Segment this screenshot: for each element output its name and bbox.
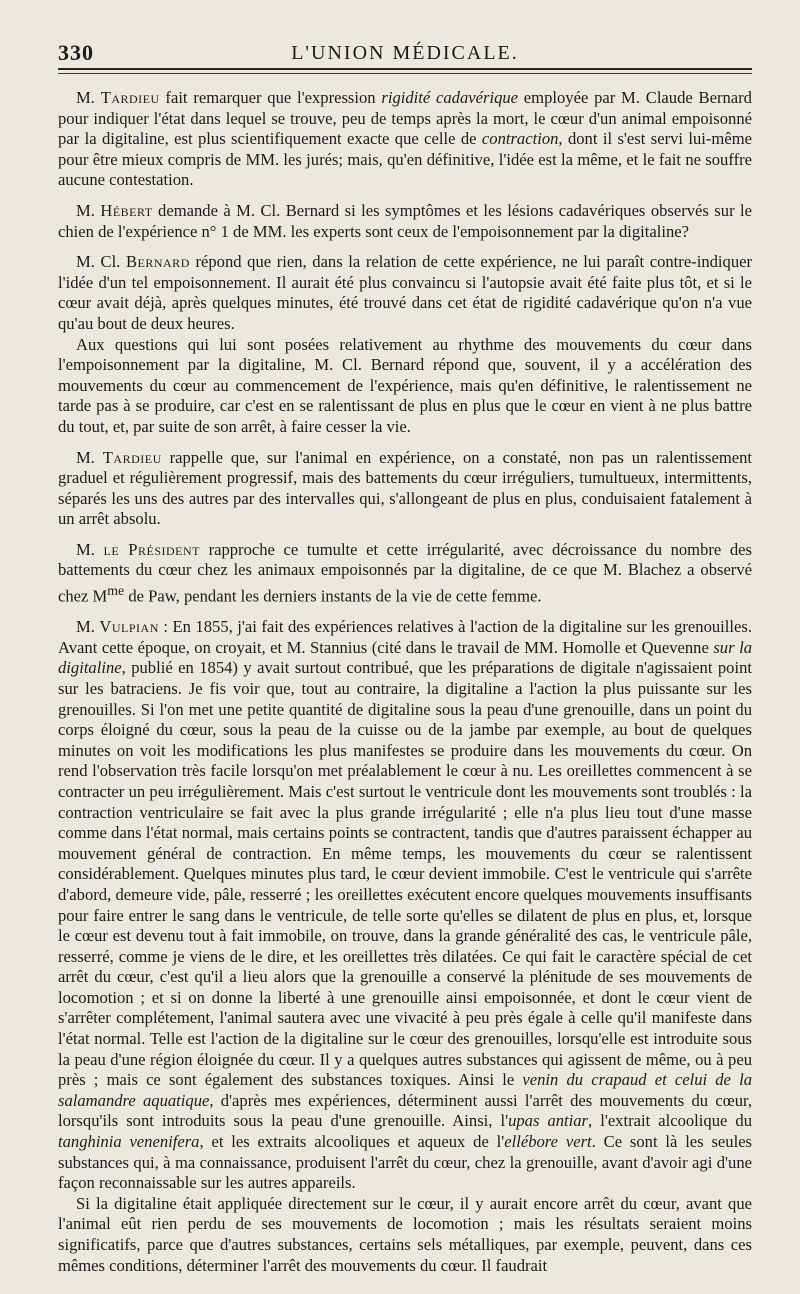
speaker-name: Hébert	[100, 200, 153, 220]
speaker-name: Tardieu	[102, 447, 162, 467]
text-run: Si la digitaline était appliquée directement sur le cœur, il y aurait encore arrêt du cœur, avant que l'animal eût rien perdu de ses mouvements de locomotion ; mais les résultats seraient moins significatifs, parce que d'autres substances, certains sels métalliques, par exemple, peuvent, dans ces mêmes conditions, déterminer l'arrêt des mouvements du cœur. Il faudrait	[58, 1193, 752, 1275]
paragraph-p4	[58, 335, 752, 438]
text-run: M.	[76, 447, 103, 467]
paragraph-p8	[58, 1194, 752, 1276]
superscript-text: me	[107, 583, 125, 599]
text-run: , et les extraits alcooliques et aqueux de l'	[199, 1132, 505, 1152]
speaker-name: Tardieu	[100, 88, 160, 107]
text-run: M.	[76, 539, 104, 559]
italic-text: upas antiar	[508, 1111, 589, 1131]
speaker-name: le Président	[103, 539, 200, 559]
paragraph-p7	[58, 617, 752, 1194]
italic-text: tanghinia venenifera	[58, 1132, 200, 1152]
speaker-name: Vulpian	[99, 617, 159, 637]
text-run: M.	[76, 200, 101, 220]
italic-text: sur la digitaline	[58, 637, 752, 678]
text-run: fait remarquer que l'expression	[159, 88, 382, 107]
text-run: employée par M. Claude Bernard pour indiquer l'état dans lequel se trouve, peu de temps après la mort, le cœur d'un animal empoisonné par la digitaline, est plus scientifiquement exacte que celle de	[58, 88, 752, 149]
text-run: demande à M. Cl. Bernard si les symptômes et les lésions cadavériques observés sur le chien de l'expérience n° 1 de MM. les experts sont ceux de l'empoisonnement par la digitaline?	[58, 200, 752, 241]
header-rule	[58, 73, 752, 74]
speaker-name: Bernard	[125, 252, 190, 272]
journal-title: L'UNION MÉDICALE.	[291, 42, 519, 64]
text-run: de Paw, pendant les derniers instants de la vie de cette femme.	[124, 586, 542, 606]
text-run: , l'extrait alcoolique du	[588, 1111, 752, 1131]
text-run: : En 1855, j'ai fait des expériences relatives à l'action de la digitaline sur les grenouilles. Avant cette époque, on croyait, et M. Stannius (cité dans le travail de MM. Homolle et Quevenne	[58, 617, 752, 657]
page-number: 330	[58, 40, 94, 65]
text-run: M.	[76, 617, 100, 637]
text-run: Aux questions qui lui sont posées relativement au rhythme des mouvements du cœur dans l'empoisonnement par la digitaline, M. Cl. Bernard répond que, souvent, il y a accélération des mouvements du cœur au commencement de l'expérience, mais qu'en définitive, le ralentissement ne tarde pas à se produire, car c'est en se ralentissant de plus en plus que le cœur en vient à ne plus battre du tout, et, par suite de son arrêt, à faire cesser la vie.	[58, 334, 752, 436]
italic-text: rigidité cadavérique	[381, 88, 519, 107]
text-run: M.	[76, 88, 101, 107]
paragraph-p6	[58, 540, 752, 607]
text-run: répond que rien, dans la relation de cette expérience, ne lui paraît contre-indiquer l'idée d'un tel empoisonnement. Il aurait été plus convaincu si l'autopsie avait été faite plus tôt, et si le cœur avait déjà, après quelques minutes, été trouvé dans cet état de rigidité cadavérique qu'on n'a vue qu'au bout de deux heures.	[58, 252, 753, 333]
italic-text: ellébore vert	[504, 1132, 592, 1152]
italic-text: venin du crapaud et celui de la salamandre aquatique	[58, 1070, 752, 1110]
text-run: . Ce sont là les seules substances qui, à ma connaissance, produisent l'arrêt du cœur, chez la grenouille, avant d'avoir agi d'une façon reconnaissable sur les autres appareils.	[58, 1132, 753, 1193]
text-run: , d'après mes expériences, déterminent aussi l'arrêt des mouvements du cœur, lorsqu'ils sont introduits sous la peau d'une grenouille. Ainsi, l'	[58, 1090, 752, 1131]
body-text	[58, 88, 752, 1276]
text-run: rappelle que, sur l'animal en expérience, on a constaté, non pas un ralentissement graduel et régulièrement progressif, mais des battements du cœur irréguliers, tumultueux, intermittents, séparés les uns des autres par des intervalles qui, s'allongeant de plus en plus, conduisaient fatalement à un arrêt absolu.	[58, 447, 752, 529]
paragraph-p2	[58, 201, 752, 242]
paragraph-p3	[58, 252, 752, 334]
text-run: , publié en 1854) y avait surtout contribué, que les préparations de digitale n'agissaient point sur les batraciens. Je fis voir que, tout au contraire, la digitaline a l'action la plus puissante sur les grenouilles. Si l'on met une petite quantité de digitaline sous la peau d'une grenouille, dans un point du corps éloigné du cœur, sous la peau de la cuisse ou de la jambe par exemple, au bout de quelques minutes on voit les modifications les plus manifestes se produire dans les mouvements du cœur. On rend l'observation très facile lorsqu'on met préalablement le cœur à nu. Les oreillettes commencent à se contracter un peu irrégulièrement. Mais c'est surtout le ventricule dont les mouvements sont troublés : la contraction ventriculaire se fait avec la plus grande irrégularité ; elle n'a plus lieu tout d'une masse comme dans l'état normal, mais certains points se contractent, tandis que d'autres paraissent échapper au mouvement général de contraction. En même temps, les mouvements du cœur se ralentissent considérablement. Quelques minutes plus tard, le cœur devient immobile. C'est le ventricule qui s'arrête d'abord, demeure vide, pâle, resserré ; les oreillettes exécutent encore quelques mouvements insuffisants pour faire entrer le sang dans le ventricule, de telle sorte qu'elles se dilatent de plus en plus, et, lorsque le cœur est devenu tout à fait immobile, on trouve, dans la grande généralité des cas, le ventricule pâle, resserré, comme je viens de le dire, et les oreillettes très dilatées. Ce qui fait le caractère spécial de cet arrêt du cœur, c'est qu'il a lieu alors que la grenouille a conservé la plénitude de ses mouvements de locomotion ; et si on donne la liberté à une grenouille ainsi empoisonnée, et dont le cœur vient de s'arrêter complétement, l'animal sautera avec une vivacité à peu près égale à celle qu'il manifeste dans l'état normal. Telle est l'action de la digitaline sur le cœur des grenouilles, lorsqu'elle est introduite sous la peau d'une région éloignée du cœur. Il y a quelques autres substances qui agissent de même, ou à peu près ; mais ce sont également des substances toxiques. Ainsi le	[58, 658, 752, 1090]
running-head	[58, 34, 752, 70]
paragraph-p5	[58, 448, 752, 530]
text-run: , dont il s'est servi lui-même pour être mieux compris de MM. les jurés; mais, qu'en définitive, l'idée est la même, et le fait ne souffre aucune contestation.	[58, 129, 752, 190]
text-run: M. Cl.	[76, 252, 126, 272]
paragraph-p1	[58, 88, 752, 191]
italic-text: contraction	[481, 129, 559, 149]
text-run: rapproche ce tumulte et cette irrégularité, avec décroissance du nombre des battements du cœur chez les animaux empoisonnés par la digitaline, de ce que M. Blachez a observé chez M	[58, 539, 752, 606]
